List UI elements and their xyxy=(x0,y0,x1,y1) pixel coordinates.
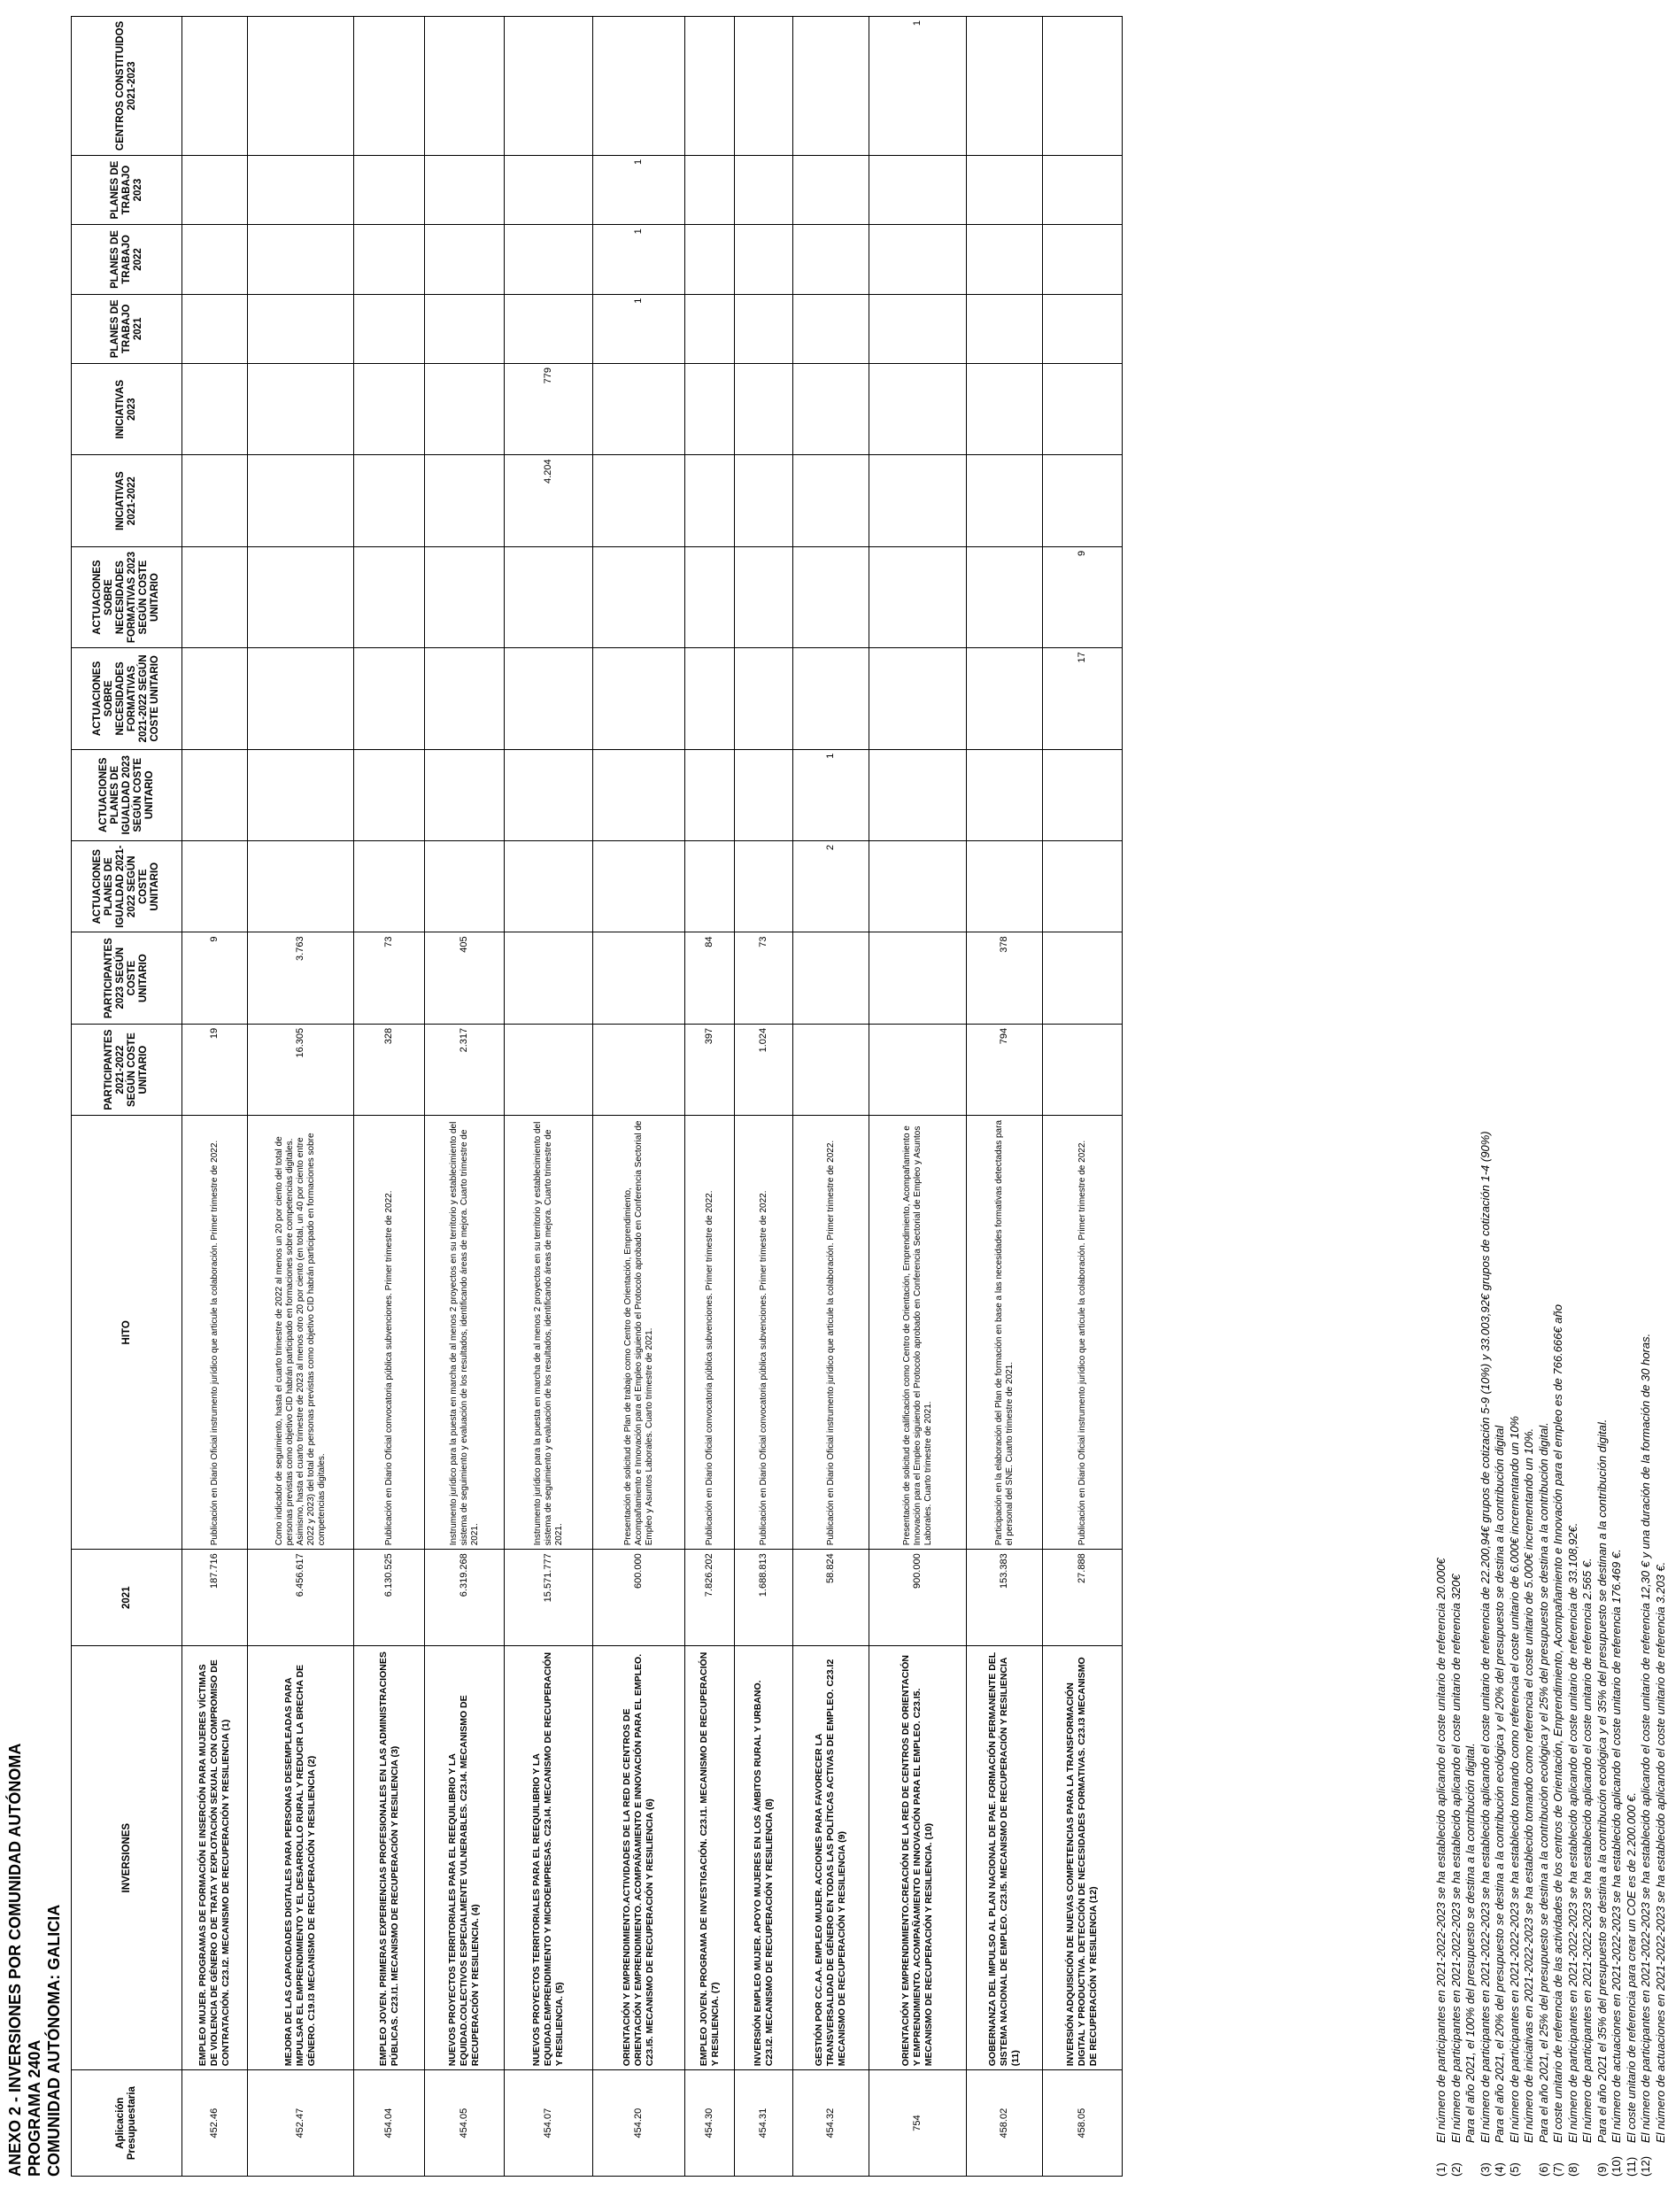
footnote-text: El número de participantes en 2021-2022-2023 se ha establecido aplicando el coste unitario de referencia 12,30 € y una duración de la formación de 30 horas. xyxy=(1639,1333,1652,2143)
milestone-cell: Instrumento jurídico para la puesta en marcha de al menos 2 proyectos en su territorio y establecimiento del sistema de seguimiento y evaluación de los resultados, identificando áreas de mejora. Cuarto trimestre de 2021. xyxy=(505,1116,593,1550)
equality-2023-cell xyxy=(685,749,735,840)
footnote xyxy=(1479,1131,1494,2177)
footnote xyxy=(1639,1131,1654,2177)
col-header: Aplicación Presupuestaria xyxy=(72,2070,182,2177)
initiatives-2023-cell xyxy=(967,364,1043,455)
work-plans-2021-cell xyxy=(182,294,248,363)
footnote-number: (5) xyxy=(1507,2162,1521,2177)
table-row xyxy=(354,17,425,2177)
training-needs-2021-2022-cell xyxy=(425,648,505,749)
investment-name-cell: EMPLEO JOVEN. PRIMERAS EXPERIENCIAS PROFESIONALES EN LAS ADMINISTRACIONES PÚBLICAS. C23.I1. MECANISMO DE RECUPERACIÓN Y RESILIENCIA (3) xyxy=(354,1646,425,2070)
participants-2021-2022-cell: 19 xyxy=(182,1024,248,1115)
centers-2021-2023-cell xyxy=(793,17,869,156)
col-header: ACTUACIONES PLANES DE IGUALDAD 2023 SEGÚN COSTE UNITARIO xyxy=(72,749,182,840)
footnote xyxy=(1566,1131,1581,2177)
centers-2021-2023-cell xyxy=(685,17,735,156)
work-plans-2022-cell xyxy=(425,225,505,294)
footnote xyxy=(1595,1131,1610,2177)
training-needs-2021-2022-cell: 17 xyxy=(1043,648,1123,749)
equality-2021-2022-cell: 2 xyxy=(793,841,869,932)
investment-name-cell: EMPLEO MUJER. PROGRAMAS DE FORMACIÓN E INSERCIÓN PARA MUJERES VÍCTIMAS DE VIOLENCIA DE GÉNERO O DE TRATA Y EXPLOTACIÓN SEXUAL CON COMPROMISO DE CONTRATACIÓN. C23.I2. MECANISMO DE RECUPERACIÓN Y RESILIENCIA (1) xyxy=(182,1646,248,2070)
footnote xyxy=(1625,1131,1640,2177)
budget-code-cell: 454.32 xyxy=(793,2070,869,2177)
footnote-number: (10) xyxy=(1610,2155,1623,2177)
work-plans-2023-cell xyxy=(735,155,793,224)
initiatives-2021-2022-cell xyxy=(967,455,1043,546)
table-row xyxy=(793,17,869,2177)
participants-2021-2022-cell: 397 xyxy=(685,1024,735,1115)
training-needs-2021-2022-cell xyxy=(869,648,967,749)
initiatives-2023-cell xyxy=(735,364,793,455)
work-plans-2022-cell xyxy=(354,225,425,294)
budget-code-cell: 454.07 xyxy=(505,2070,593,2177)
work-plans-2023-cell: 1 xyxy=(593,155,685,224)
budget-code-cell: 454.05 xyxy=(425,2070,505,2177)
participants-2023-cell xyxy=(593,932,685,1024)
work-plans-2021-cell xyxy=(505,294,593,363)
work-plans-2023-cell xyxy=(182,155,248,224)
participants-2023-cell xyxy=(505,932,593,1024)
participants-2021-2022-cell: 328 xyxy=(354,1024,425,1115)
footnote-number: (8) xyxy=(1565,2162,1579,2177)
col-header: ACTUACIONES PLANES DE IGUALDAD 2021-2022 SEGÚN COSTE UNITARIO xyxy=(72,841,182,932)
initiatives-2023-cell xyxy=(869,364,967,455)
equality-2023-cell xyxy=(505,749,593,840)
budget-code-cell: 452.46 xyxy=(182,2070,248,2177)
centers-2021-2023-cell xyxy=(505,17,593,156)
participants-2023-cell xyxy=(1043,932,1123,1024)
investment-name-cell: ORIENTACIÓN Y EMPRENDIMIENTO.CREACIÓN DE LA RED DE CENTROS DE ORIENTACIÓN Y EMPRENDIMIENTO. ACOMPAÑAMIENTO E INNOVACIÓN PARA EL EMPLEO. C23.I5. MECANISMO DE RECUPERACIÓN Y RESILIENCIA. (10) xyxy=(869,1646,967,2070)
training-needs-2023-cell xyxy=(248,546,354,647)
amount-2021-cell: 900.000 xyxy=(869,1550,967,1646)
initiatives-2021-2022-cell xyxy=(425,455,505,546)
milestone-cell: Publicación en Diario Oficial convocatoria pública subvenciones. Primer trimestre de 2022. xyxy=(354,1116,425,1550)
footnote-text: Para el año 2021, el 25% del presupuesto se destina a la contribución ecológica y el 25% del presupuesto se destina a la contribución digital. xyxy=(1536,1422,1550,2143)
work-plans-2023-cell xyxy=(793,155,869,224)
work-plans-2022-cell xyxy=(182,225,248,294)
budget-code-cell: 454.31 xyxy=(735,2070,793,2177)
centers-2021-2023-cell xyxy=(1043,17,1123,156)
initiatives-2023-cell xyxy=(354,364,425,455)
footnote-number: (7) xyxy=(1551,2162,1564,2177)
centers-2021-2023-cell xyxy=(248,17,354,156)
initiatives-2023-cell xyxy=(593,364,685,455)
work-plans-2021-cell xyxy=(967,294,1043,363)
work-plans-2021-cell xyxy=(685,294,735,363)
work-plans-2021-cell xyxy=(793,294,869,363)
participants-2021-2022-cell xyxy=(869,1024,967,1115)
initiatives-2023-cell: 779 xyxy=(505,364,593,455)
work-plans-2022-cell xyxy=(248,225,354,294)
work-plans-2021-cell xyxy=(869,294,967,363)
amount-2021-cell: 6.130.525 xyxy=(354,1550,425,1646)
col-header: PARTICIPANTES 2023 SEGÚN COSTE UNITARIO xyxy=(72,932,182,1024)
training-needs-2021-2022-cell xyxy=(182,648,248,749)
amount-2021-cell: 600.000 xyxy=(593,1550,685,1646)
investment-name-cell: NUEVOS PROYECTOS TERRITORIALES PARA EL REEQUILIBRIO Y LA EQUIDAD.COLECTIVOS ESPECIALMENTE VULNERABLES. C23.I4. MECANISMO DE RECUPERACIÓN Y RESILIENCIA. (4) xyxy=(425,1646,505,2070)
training-needs-2023-cell xyxy=(354,546,425,647)
milestone-cell: Publicación en Diario Oficial instrumento jurídico que articule la colaboración. Primer trimestre de 2022. xyxy=(1043,1116,1123,1550)
table-row xyxy=(425,17,505,2177)
participants-2023-cell: 73 xyxy=(735,932,793,1024)
equality-2023-cell xyxy=(182,749,248,840)
investment-name-cell: INVERSIÓN EMPLEO MUJER. APOYO MUJERES EN LOS ÁMBITOS RURAL Y URBANO. C23.I2. MECANISMO DE RECUPERACIÓN Y RESILIENCIA (8) xyxy=(735,1646,793,2070)
participants-2023-cell xyxy=(793,932,869,1024)
footnote-number: (6) xyxy=(1536,2162,1550,2177)
investment-name-cell: NUEVOS PROYECTOS TERRITORIALES PARA EL REEQUILIBRIO Y LA EQUIDAD.EMPRENDIMIENTO Y MICROEMPRESAS. C23.I4. MECANISMO DE RECUPERACIÓN Y RESILIENCIA. (5) xyxy=(505,1646,593,2070)
milestone-cell: Publicación en Diario Oficial convocatoria pública subvenciones. Primer trimestre de 2022. xyxy=(685,1116,735,1550)
footnote xyxy=(1654,1131,1668,2177)
equality-2023-cell xyxy=(593,749,685,840)
footnote-number: (12) xyxy=(1639,2155,1652,2177)
equality-2023-cell xyxy=(354,749,425,840)
milestone-cell: Presentación de solicitud de calificación como Centro de Orientación, Emprendimiento, Acompañamiento e Innovación para el Empleo siguiendo el Protocolo aprobado en Conferencia Sectorial de Empleo y Asuntos Laborales. Cuarto trimestre de 2021. xyxy=(869,1116,967,1550)
footnotes xyxy=(1434,1131,1668,2177)
amount-2021-cell: 187.716 xyxy=(182,1550,248,1646)
footnote xyxy=(1522,1131,1537,2177)
equality-2023-cell xyxy=(425,749,505,840)
equality-2021-2022-cell xyxy=(1043,841,1123,932)
equality-2021-2022-cell xyxy=(248,841,354,932)
work-plans-2022-cell xyxy=(869,225,967,294)
programa-label: PROGRAMA 240A xyxy=(26,2039,43,2177)
equality-2021-2022-cell xyxy=(685,841,735,932)
amount-2021-cell: 6.456.617 xyxy=(248,1550,354,1646)
work-plans-2022-cell xyxy=(967,225,1043,294)
footnote xyxy=(1493,1131,1508,2177)
work-plans-2023-cell xyxy=(869,155,967,224)
participants-2021-2022-cell xyxy=(505,1024,593,1115)
training-needs-2021-2022-cell xyxy=(505,648,593,749)
training-needs-2023-cell: 9 xyxy=(1043,546,1123,647)
centers-2021-2023-cell xyxy=(967,17,1043,156)
milestone-cell: Publicación en Diario Oficial instrumento jurídico que articule la colaboración. Primer trimestre de 2022. xyxy=(793,1116,869,1550)
initiatives-2021-2022-cell xyxy=(793,455,869,546)
footnote-text: Para el año 2021, el 20% del presupuesto se destina a la contribución ecológica y el 20% del presupuesto se destina a la contribución digital xyxy=(1493,1425,1506,2143)
footnote-text: El número de actuaciones en 2021-2022-2023 se ha establecido aplicando el coste unitario de referencia 176.469 €. xyxy=(1610,1549,1623,2143)
footnote xyxy=(1537,1131,1552,2177)
footnote-number: (11) xyxy=(1624,2156,1638,2177)
centers-2021-2023-cell xyxy=(425,17,505,156)
col-header: PLANES DE TRABAJO 2022 xyxy=(72,225,182,294)
work-plans-2023-cell xyxy=(505,155,593,224)
budget-code-cell: 458.02 xyxy=(967,2070,1043,2177)
initiatives-2021-2022-cell xyxy=(869,455,967,546)
amount-2021-cell: 15.571.777 xyxy=(505,1550,593,1646)
training-needs-2021-2022-cell xyxy=(735,648,793,749)
work-plans-2023-cell xyxy=(685,155,735,224)
participants-2021-2022-cell: 16.305 xyxy=(248,1024,354,1115)
investment-name-cell: MEJORA DE LAS CAPACIDADES DIGITALES PARA PERSONAS DESEMPLEADAS PARA IMPULSAR EL EMPRENDIMIENTO Y EL DESARROLLO RURAL Y REDUCIR LA BRECHA DE GÉNERO. C19.I3 MECANISMO DE RECUPERACIÓN Y RESILIENCIA (2) xyxy=(248,1646,354,2070)
footnote xyxy=(1551,1131,1566,2177)
equality-2021-2022-cell xyxy=(182,841,248,932)
footnote-text: El número de participantes en 2021-2022-2023 se ha establecido aplicando el coste unitario de referencia 20.000€ xyxy=(1434,1558,1448,2143)
table-row xyxy=(182,17,248,2177)
training-needs-2023-cell xyxy=(869,546,967,647)
budget-code-cell: 458.05 xyxy=(1043,2070,1123,2177)
centers-2021-2023-cell xyxy=(354,17,425,156)
footnote-text: El número de participantes en 2021-2022-2023 se ha establecido tomando como referencia el coste unitario de 6.000€ incrementando un 10% xyxy=(1507,1416,1521,2143)
initiatives-2023-cell xyxy=(1043,364,1123,455)
work-plans-2022-cell xyxy=(685,225,735,294)
col-header: INICIATIVAS 2023 xyxy=(72,364,182,455)
header-row xyxy=(72,17,182,2177)
work-plans-2023-cell xyxy=(354,155,425,224)
investment-name-cell: GOBERNANZA DEL IMPULSO AL PLAN NACIONAL DE PAE. FORMACIÓN PERMANENTE DEL SISTEMA NACIONAL DE EMPLEO. C23.I5. MECANISMO DE RECUPERACIÓN Y RESILIENCIA (11) xyxy=(967,1646,1043,2070)
table-row xyxy=(967,17,1043,2177)
training-needs-2021-2022-cell xyxy=(354,648,425,749)
initiatives-2021-2022-cell xyxy=(735,455,793,546)
footnote-number: (9) xyxy=(1595,2162,1609,2177)
work-plans-2023-cell xyxy=(967,155,1043,224)
equality-2021-2022-cell xyxy=(593,841,685,932)
amount-2021-cell: 1.688.813 xyxy=(735,1550,793,1646)
centers-2021-2023-cell xyxy=(182,17,248,156)
annex-title: ANEXO 2 - INVERSIONES POR COMUNIDAD AUTÓNOMA xyxy=(6,1743,24,2177)
footnote-number: (3) xyxy=(1478,2162,1492,2177)
participants-2023-cell: 378 xyxy=(967,932,1043,1024)
work-plans-2023-cell xyxy=(1043,155,1123,224)
work-plans-2021-cell xyxy=(735,294,793,363)
work-plans-2022-cell: 1 xyxy=(593,225,685,294)
participants-2021-2022-cell: 2.317 xyxy=(425,1024,505,1115)
equality-2023-cell xyxy=(1043,749,1123,840)
footnote xyxy=(1463,1131,1479,2177)
footnote-text: El coste unitario de referencia para crear un COE es de 2.200.000 €. xyxy=(1624,1791,1638,2143)
equality-2021-2022-cell xyxy=(354,841,425,932)
initiatives-2023-cell xyxy=(248,364,354,455)
milestone-cell: Presentación de solicitud de Plan de trabajo como Centro de Orientación, Emprendimiento, Acompañamiento e Innovación para el Empleo siguiendo el Protocolo aprobado en Conferencia Sectorial de Empleo y Asuntos Laborales. Cuarto trimestre de 2021. xyxy=(593,1116,685,1550)
work-plans-2021-cell: 1 xyxy=(593,294,685,363)
footnote-text: El número de iniciativas en 2021-2022-2023 se ha establecido tomando como referencia el coste unitario de 5.000€ incrementando un 10%. xyxy=(1522,1427,1535,2143)
footnote-text: El coste unitario de referencia de las actividades de los centros de Orientación, Emprendimiento, Acompañamiento e Innovación para el empleo es de 766.666€ año xyxy=(1551,1304,1564,2143)
training-needs-2021-2022-cell xyxy=(248,648,354,749)
document-header xyxy=(5,1744,64,2177)
footnote xyxy=(1449,1131,1464,2177)
work-plans-2022-cell xyxy=(735,225,793,294)
equality-2023-cell xyxy=(735,749,793,840)
training-needs-2021-2022-cell xyxy=(685,648,735,749)
footnote xyxy=(1610,1131,1625,2177)
footnote-text: Para el año 2021 el 35% del presupuesto se destina a la contribución ecológica y el 35% del presupuesto se destinan a la contribución digital. xyxy=(1595,1419,1609,2143)
equality-2023-cell: 1 xyxy=(793,749,869,840)
initiatives-2021-2022-cell xyxy=(182,455,248,546)
table-row xyxy=(685,17,735,2177)
participants-2023-cell: 9 xyxy=(182,932,248,1024)
equality-2023-cell xyxy=(248,749,354,840)
milestone-cell: Publicación en Diario Oficial instrumento jurídico que articule la colaboración. Primer trimestre de 2022. xyxy=(182,1116,248,1550)
equality-2023-cell xyxy=(967,749,1043,840)
col-header: INICIATIVAS 2021-2022 xyxy=(72,455,182,546)
participants-2023-cell xyxy=(869,932,967,1024)
equality-2021-2022-cell xyxy=(735,841,793,932)
col-header: PARTICIPANTES 2021-2022 SEGÚN COSTE UNITARIO xyxy=(72,1024,182,1115)
participants-2023-cell: 73 xyxy=(354,932,425,1024)
initiatives-2023-cell xyxy=(182,364,248,455)
work-plans-2023-cell xyxy=(248,155,354,224)
milestone-cell: Como indicador de seguimiento, hasta el cuarto trimestre de 2022 al menos un 20 por ciento del total de personas previstas como objetivo CID habrán participado en formaciones sobre competencias digitales. Asimismo, hasta el cuarto trimestre de 2023 al menos otro 20 por ciento (en total, un 40 por ciento entre 2022 y 2023) del total de personas previstas como objetivo CID habrán participado en formaciones sobre competencias digitales. xyxy=(248,1116,354,1550)
amount-2021-cell: 6.319.268 xyxy=(425,1550,505,1646)
participants-2021-2022-cell: 794 xyxy=(967,1024,1043,1115)
work-plans-2022-cell xyxy=(1043,225,1123,294)
equality-2021-2022-cell xyxy=(425,841,505,932)
equality-2021-2022-cell xyxy=(869,841,967,932)
initiatives-2023-cell xyxy=(793,364,869,455)
milestone-cell: Publicación en Diario Oficial convocatoria pública subvenciones. Primer trimestre de 2022. xyxy=(735,1116,793,1550)
initiatives-2021-2022-cell xyxy=(593,455,685,546)
participants-2021-2022-cell xyxy=(1043,1024,1123,1115)
budget-code-cell: 454.30 xyxy=(685,2070,735,2177)
centers-2021-2023-cell xyxy=(735,17,793,156)
table-body xyxy=(182,17,1123,2177)
budget-code-cell: 452.47 xyxy=(248,2070,354,2177)
work-plans-2021-cell xyxy=(354,294,425,363)
amount-2021-cell: 27.888 xyxy=(1043,1550,1123,1646)
work-plans-2023-cell xyxy=(425,155,505,224)
footnote-number: (1) xyxy=(1434,2162,1448,2177)
col-header: 2021 xyxy=(72,1550,182,1646)
work-plans-2022-cell xyxy=(793,225,869,294)
col-header: PLANES DE TRABAJO 2021 xyxy=(72,294,182,363)
budget-code-cell: 754 xyxy=(869,2070,967,2177)
footnote-text: El número de participantes en 2021-2022-2023 se ha establecido aplicando el coste unitario de referencia 2.565 €. xyxy=(1580,1558,1594,2143)
footnote-text: El número de participantes en 2021-2022-2023 se ha establecido aplicando el coste unitario de referencia de 22.200,94€ grupos de cotización 5-9 (10%) y 33.003,92€ grupos de cotización 1-4 (90%) xyxy=(1478,1131,1492,2143)
training-needs-2023-cell xyxy=(425,546,505,647)
budget-code-cell: 454.20 xyxy=(593,2070,685,2177)
participants-2021-2022-cell xyxy=(593,1024,685,1115)
training-needs-2023-cell xyxy=(735,546,793,647)
col-header: HITO xyxy=(72,1116,182,1550)
participants-2021-2022-cell: 1.024 xyxy=(735,1024,793,1115)
footnote-text: Para el año 2021, el 100% del presupuesto se destina a la contribución digital. xyxy=(1463,1743,1477,2143)
footnote-text: El número de participantes en 2021-2022-2023 se ha establecido aplicando el coste unitario de referencia de 33.108,92€. xyxy=(1565,1522,1579,2143)
investment-name-cell: ORIENTACIÓN Y EMPRENDIMIENTO.ACTIVIDADES DE LA RED DE CENTROS DE ORIENTACIÓN Y EMPRENDIMIENTO. ACOMPAÑAMIENTO E INNOVACIÓN PARA EL EMPLEO. C23.I5. MECANISMO DE RECUPERACIÓN Y RESILIENCIA (6) xyxy=(593,1646,685,2070)
centers-2021-2023-cell xyxy=(593,17,685,156)
investments-table xyxy=(71,16,1123,2177)
training-needs-2023-cell xyxy=(793,546,869,647)
table-row xyxy=(593,17,685,2177)
training-needs-2023-cell xyxy=(182,546,248,647)
work-plans-2022-cell xyxy=(505,225,593,294)
work-plans-2021-cell xyxy=(425,294,505,363)
work-plans-2021-cell xyxy=(1043,294,1123,363)
table-row xyxy=(735,17,793,2177)
participants-2023-cell: 84 xyxy=(685,932,735,1024)
footnote-text: El número de actuaciones en 2021-2022-2023 se ha establecido aplicando el coste unitario de referencia 3.203 €. xyxy=(1653,1561,1667,2143)
initiatives-2021-2022-cell xyxy=(685,455,735,546)
footnote xyxy=(1580,1131,1595,2177)
training-needs-2021-2022-cell xyxy=(967,648,1043,749)
table-row xyxy=(248,17,354,2177)
table-row xyxy=(869,17,967,2177)
initiatives-2021-2022-cell xyxy=(248,455,354,546)
amount-2021-cell: 7.826.202 xyxy=(685,1550,735,1646)
col-header: CENTROS CONSTITUIDOS 2021-2023 xyxy=(72,17,182,156)
training-needs-2023-cell xyxy=(967,546,1043,647)
equality-2023-cell xyxy=(869,749,967,840)
footnote-text: El número de participantes en 2021-2022-2023 se ha establecido aplicando el coste unitario de referencia 320€ xyxy=(1448,1574,1463,2143)
footnote xyxy=(1508,1131,1523,2177)
milestone-cell: Instrumento jurídico para la puesta en marcha de al menos 2 proyectos en su territorio y establecimiento del sistema de seguimiento y evaluación de los resultados, identificando áreas de mejora. Cuarto trimestre de 2021. xyxy=(425,1116,505,1550)
initiatives-2023-cell xyxy=(425,364,505,455)
col-header: ACTUACIONES SOBRE NECESIDADES FORMATIVAS 2021-2022 SEGÚN COSTE UNITARIO xyxy=(72,648,182,749)
initiatives-2021-2022-cell xyxy=(354,455,425,546)
training-needs-2023-cell xyxy=(593,546,685,647)
amount-2021-cell: 153.383 xyxy=(967,1550,1043,1646)
equality-2021-2022-cell xyxy=(505,841,593,932)
footnote-number: (4) xyxy=(1493,2162,1506,2177)
participants-2021-2022-cell xyxy=(793,1024,869,1115)
amount-2021-cell: 58.824 xyxy=(793,1550,869,1646)
equality-2021-2022-cell xyxy=(967,841,1043,932)
training-needs-2021-2022-cell xyxy=(793,648,869,749)
budget-code-cell: 454.04 xyxy=(354,2070,425,2177)
initiatives-2021-2022-cell: 4.204 xyxy=(505,455,593,546)
training-needs-2023-cell xyxy=(505,546,593,647)
table-row xyxy=(505,17,593,2177)
milestone-cell: Participación en la elaboración del Plan de formación en base a las necesidades formativas detectadas para el personal del SNE. Cuarto trimestre de 2021. xyxy=(967,1116,1043,1550)
training-needs-2023-cell xyxy=(685,546,735,647)
participants-2023-cell: 3.763 xyxy=(248,932,354,1024)
col-header: INVERSIONES xyxy=(72,1646,182,2070)
table-row xyxy=(1043,17,1123,2177)
col-header: ACTUACIONES SOBRE NECESIDADES FORMATIVAS 2023 SEGÚN COSTE UNITARIO xyxy=(72,546,182,647)
footnote-number: (2) xyxy=(1448,2162,1463,2177)
training-needs-2021-2022-cell xyxy=(593,648,685,749)
initiatives-2021-2022-cell xyxy=(1043,455,1123,546)
participants-2023-cell: 405 xyxy=(425,932,505,1024)
footnote xyxy=(1434,1131,1449,2177)
initiatives-2023-cell xyxy=(685,364,735,455)
centers-2021-2023-cell: 1 xyxy=(869,17,967,156)
work-plans-2021-cell xyxy=(248,294,354,363)
col-header: PLANES DE TRABAJO 2023 xyxy=(72,155,182,224)
investment-name-cell: INVERSIÓN ADQUISICIÓN DE NUEVAS COMPETENCIAS PARA LA TRANSFORMACIÓN DIGITAL Y PRODUCTIVA. DETECCIÓN DE NECESIDADES FORMATIVAS. C23.I3 MECANISMO DE RECUPERACIÓN Y RESILIENCIA (12) xyxy=(1043,1646,1123,2070)
investment-name-cell: GESTIÓN POR CC.AA. EMPLEO MUJER. ACCIONES PARA FAVORECER LA TRANSVERSALIDAD DE GÉNERO EN TODAS LAS POLÍTICAS ACTIVAS DE EMPLEO. C23.I2 MECANISMO DE RECUPERACIÓN Y RESILIENCIA (9) xyxy=(793,1646,869,2070)
comunidad-label: COMUNIDAD AUTÓNOMA: GALICIA xyxy=(45,1904,63,2177)
investment-name-cell: EMPLEO JOVEN. PROGRAMA DE INVESTIGACIÓN. C23.I1. MECANISMO DE RECUPERACIÓN Y RESILIENCIA. (7) xyxy=(685,1646,735,2070)
